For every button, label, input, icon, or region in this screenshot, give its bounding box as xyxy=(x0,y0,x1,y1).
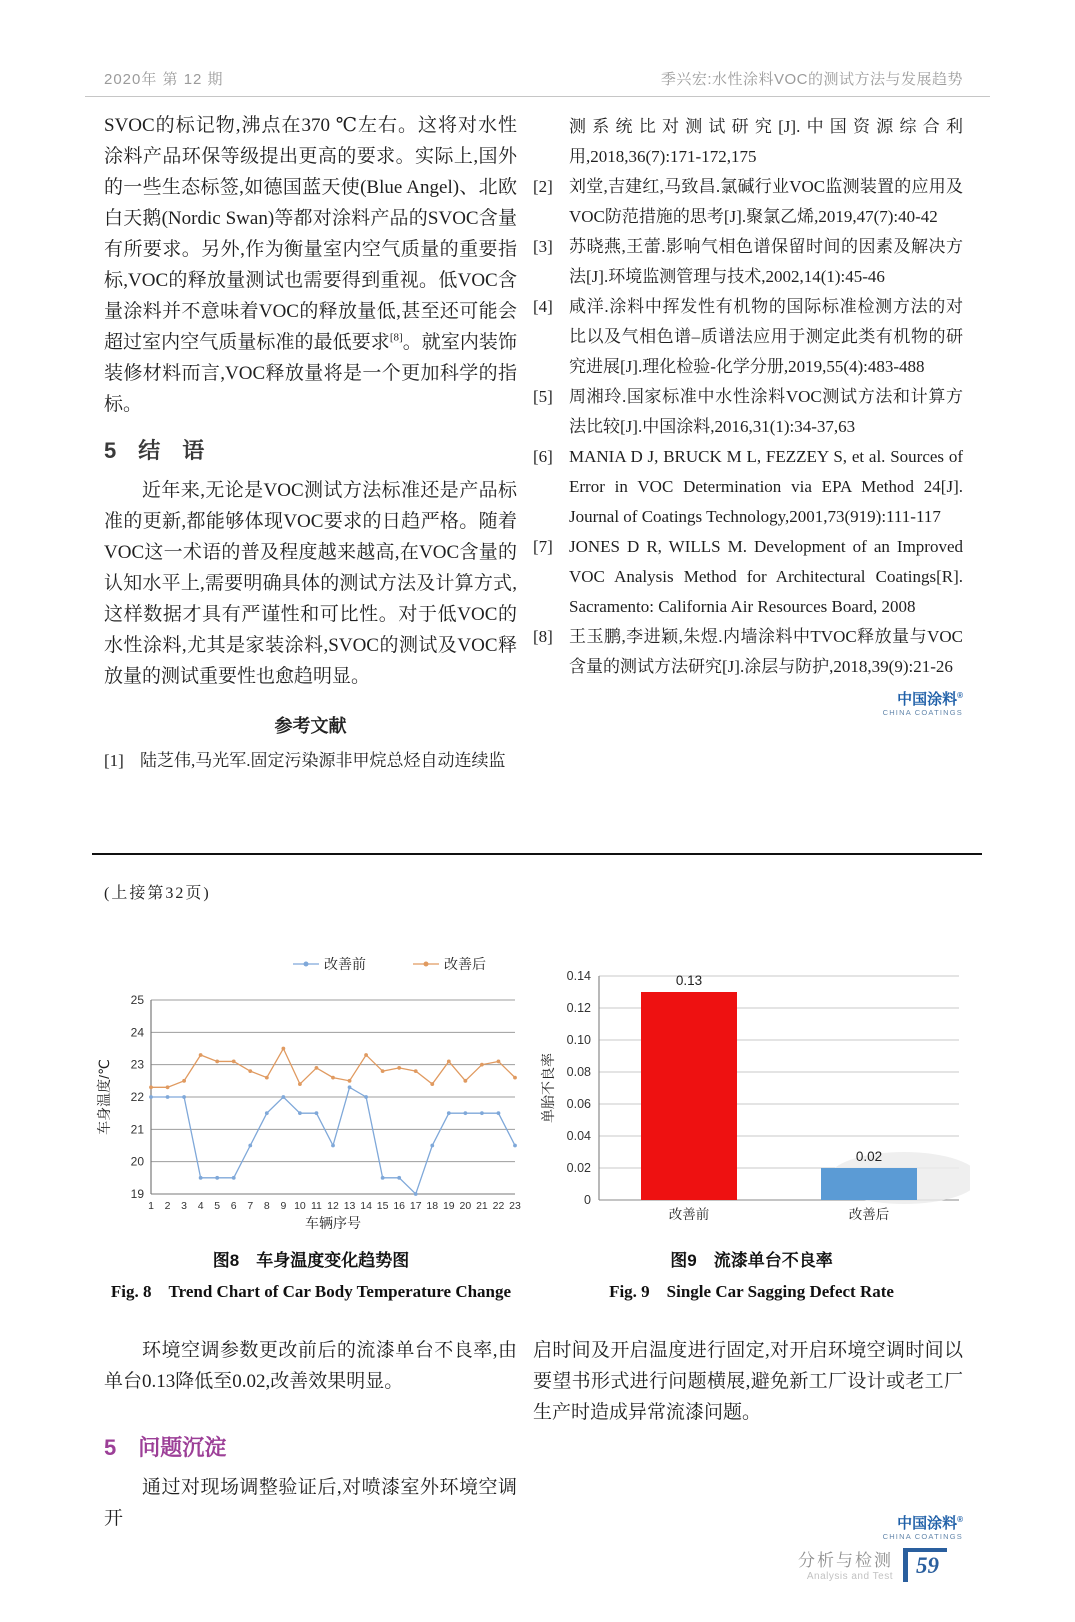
svg-text:14: 14 xyxy=(360,1200,372,1212)
svg-text:0.02: 0.02 xyxy=(566,1161,591,1175)
reference-text: 测系统比对测试研究[J].中国资源综合利用,2018,36(7):171-172,175 xyxy=(569,117,963,166)
figure-8 xyxy=(95,948,527,1302)
svg-text:20: 20 xyxy=(130,1154,144,1169)
svg-text:6: 6 xyxy=(230,1200,237,1212)
reference-text: 陆芝伟,马光军.固定污染源非甲烷总烃自动连续监 xyxy=(140,751,506,770)
svg-text:22: 22 xyxy=(492,1200,505,1212)
svg-text:0.10: 0.10 xyxy=(566,1033,591,1047)
svg-text:5: 5 xyxy=(214,1200,221,1212)
svg-text:10: 10 xyxy=(294,1200,306,1212)
fig9-bar-chart xyxy=(533,948,970,1240)
svg-text:4: 4 xyxy=(197,1200,204,1212)
svg-text:7: 7 xyxy=(247,1200,254,1212)
section-title: 问题沉淀 xyxy=(138,1435,227,1460)
fig8-line-chart xyxy=(95,948,527,1240)
svg-text:0.02: 0.02 xyxy=(855,1149,883,1164)
svg-text:0: 0 xyxy=(584,1193,591,1207)
svg-text:改善前: 改善前 xyxy=(668,1207,710,1222)
header-running-title: 季兴宏:水性涂料VOC的测试方法与发展趋势 xyxy=(660,71,963,88)
svg-text:改善后: 改善后 xyxy=(848,1207,890,1222)
registered-mark: ® xyxy=(957,1515,963,1524)
svg-text:21: 21 xyxy=(476,1200,488,1212)
reference-text: 周湘玲.国家标准中水性涂料VOC测试方法和计算方法比较[J].中国涂料,2016,31(1):34-37,63 xyxy=(569,387,963,436)
svg-text:12: 12 xyxy=(327,1200,339,1212)
publisher-logo-wrap xyxy=(533,1516,963,1541)
svg-text:0.12: 0.12 xyxy=(566,1001,591,1015)
svg-text:车辆序号: 车辆序号 xyxy=(305,1215,361,1231)
section-heading-problem xyxy=(104,1431,517,1462)
reference-label: [5] xyxy=(533,387,553,406)
paragraph-problem-right: 启时间及开启温度进行固定,对开启环境空调时间以要望书形式进行问题横展,避免新工厂设计或老工厂生产时造成异常流漆问题。 xyxy=(533,1340,963,1423)
reference-label: [3] xyxy=(533,237,553,256)
svg-text:16: 16 xyxy=(393,1200,406,1212)
logo-cn-text: 中国涂料® xyxy=(897,691,963,708)
header-rule xyxy=(85,96,990,97)
reference-label: [8] xyxy=(533,627,553,646)
figure-9 xyxy=(533,948,970,1302)
svg-text:8: 8 xyxy=(263,1200,270,1212)
reference-label: [1] xyxy=(104,751,124,770)
svg-text:0.13: 0.13 xyxy=(675,973,703,988)
svg-text:11: 11 xyxy=(311,1200,322,1212)
svg-text:19: 19 xyxy=(442,1200,455,1212)
svg-text:0.14: 0.14 xyxy=(566,969,591,983)
section-heading-conclusion xyxy=(104,434,517,465)
svg-text:0.04: 0.04 xyxy=(566,1129,591,1143)
logo-en-text: CHINA COATINGS xyxy=(882,707,963,717)
svg-text:20: 20 xyxy=(459,1200,472,1212)
footer-section-name xyxy=(798,1551,893,1582)
references-heading: 参考文献 xyxy=(274,716,347,736)
reference-item xyxy=(533,112,963,172)
fig9-caption-cn: 图9 流漆单台不良率 xyxy=(670,1251,833,1270)
page-number: 59 xyxy=(916,1553,939,1578)
svg-text:21: 21 xyxy=(130,1122,144,1137)
right-column xyxy=(533,112,963,717)
svg-text:24: 24 xyxy=(130,1025,144,1040)
reference-label: [6] xyxy=(533,447,553,466)
reference-text: 咸洋.涂料中挥发性有机物的国际标准检测方法的对比以及气相色谱–质谱法应用于测定此类有机物的研究进展[J].理化检验-化学分册,2019,55(4):483-488 xyxy=(569,297,963,376)
bottom-left-column xyxy=(104,1335,517,1534)
reference-text: 苏晓燕,王蕾.影响气相色谱保留时间的因素及解决方法[J].环境监测管理与技术,2002,14(1):45-46 xyxy=(569,237,963,286)
reference-label: [4] xyxy=(533,297,553,316)
svg-text:0.06: 0.06 xyxy=(566,1097,591,1111)
reference-text: 王玉鹏,李进颖,朱煜.内墙涂料中TVOC释放量与VOC含量的测试方法研究[J].涂层与防护,2018,39(9):21-26 xyxy=(569,627,963,676)
reference-item xyxy=(104,746,517,776)
header-issue: 2020年 第 12 期 xyxy=(104,71,224,88)
svg-text:改善后: 改善后 xyxy=(444,956,486,972)
svg-text:25: 25 xyxy=(130,993,144,1007)
reference-item xyxy=(533,532,963,622)
citation-superscript: [8] xyxy=(389,331,403,344)
svg-text:改善前: 改善前 xyxy=(324,956,366,972)
footer-cn: 分析与检测 xyxy=(798,1550,893,1570)
svg-text:车身温度/℃: 车身温度/℃ xyxy=(96,1059,112,1135)
svg-text:2: 2 xyxy=(164,1200,171,1212)
svg-text:18: 18 xyxy=(426,1200,439,1212)
reference-item xyxy=(533,382,963,442)
china-coatings-logo xyxy=(883,1516,963,1541)
section-title: 结 语 xyxy=(138,438,205,463)
page-footer xyxy=(798,1548,947,1582)
publisher-logo-wrap xyxy=(533,692,963,717)
section-number: 5 xyxy=(104,438,117,463)
paragraph-problem-left: 通过对现场调整验证后,对喷漆室外环境空调开 xyxy=(104,1477,517,1529)
footer-en: Analysis and Test xyxy=(806,1570,893,1582)
logo-cn-text: 中国涂料® xyxy=(897,1515,963,1532)
continued-from-note: (上接第32页) xyxy=(104,885,211,902)
reference-item xyxy=(533,232,963,292)
fig8-caption-en: Fig. 8 Trend Chart of Car Body Temperature Change xyxy=(110,1282,512,1301)
logo-en-text: CHINA COATINGS xyxy=(882,1531,963,1541)
reference-text: 刘堂,吉建红,马致昌.氯碱行业VOC监测装置的应用及VOC防范措施的思考[J].聚氯乙烯,2019,47(7):40-42 xyxy=(569,177,963,226)
left-column xyxy=(104,110,517,776)
svg-text:23: 23 xyxy=(509,1200,521,1212)
paragraph-svoc-pre: SVOC的标记物,沸点在370 ℃左右。这将对水性涂料产品环保等级提出更高的要求。实际上,国外的一些生态标签,如德国蓝天使(Blue Angel)、北欧白天鹅(Nordic Swan)等都对涂料产品的SVOC含量有所要求。另外,作为衡量室内空气质量的重要指标,VOC的释放量测试也需要得到重视。低VOC含量涂料并不意味着VOC的释放量低,甚至还可能会超过室内空气质量标准的最低要求 xyxy=(104,115,517,353)
reference-text: MANIA D J, BRUCK M L, FEZZEY S, et al. Sources of Error in VOC Determination via EPA Method 24[J]. Journal of Coatings Technology,2001,73(919):111-117 xyxy=(569,447,963,526)
section-number: 5 xyxy=(104,1435,117,1460)
svg-text:0.08: 0.08 xyxy=(566,1065,591,1079)
reference-text: JONES D R, WILLS M. Development of an Improved VOC Analysis Method for Architectural Coatings[R]. Sacramento: California Air Resources Board, 2008 xyxy=(569,537,963,616)
reference-item xyxy=(533,292,963,382)
svg-text:单胎不良率: 单胎不良率 xyxy=(540,1053,556,1123)
fig8-caption-cn: 图8 车身温度变化趋势图 xyxy=(212,1251,410,1270)
svg-text:3: 3 xyxy=(181,1200,188,1212)
svg-text:22: 22 xyxy=(130,1090,144,1104)
svg-text:17: 17 xyxy=(409,1200,422,1212)
china-coatings-logo xyxy=(883,692,963,717)
registered-mark: ® xyxy=(957,691,963,700)
paragraph-svoc xyxy=(104,110,517,420)
reference-label: [2] xyxy=(533,177,553,196)
svg-text:13: 13 xyxy=(343,1200,356,1212)
page-number-box xyxy=(903,1548,947,1582)
reference-item xyxy=(533,172,963,232)
svg-text:9: 9 xyxy=(280,1200,287,1212)
section-divider-rule xyxy=(92,853,982,855)
svg-text:15: 15 xyxy=(376,1200,389,1212)
svg-text:1: 1 xyxy=(148,1200,154,1212)
paragraph-fig9-comment: 环境空调参数更改前后的流漆单台不良率,由单台0.13降低至0.02,改善效果明显。 xyxy=(104,1340,517,1392)
paragraph-conclusion: 近年来,无论是VOC测试方法标准还是产品标准的更新,都能够体现VOC要求的日趋严格。随着VOC这一术语的普及程度越来越高,在VOC含量的认知水平上,需要明确具体的测试方法及计算方式,这样数据才具有严谨性和可比性。对于低VOC的水性涂料,尤其是家装涂料,SVOC的测试及VOC释放量的测试重要性也愈趋明显。 xyxy=(104,480,517,687)
reference-item xyxy=(533,622,963,682)
svg-text:19: 19 xyxy=(130,1187,144,1201)
bottom-right-column xyxy=(533,1335,963,1541)
reference-label: [7] xyxy=(533,537,553,556)
reference-item xyxy=(533,442,963,532)
svg-text:23: 23 xyxy=(130,1057,144,1072)
paragraph-svoc-post: 。就室内装饰装修材料而言,VOC释放量将是一个更加科学的指标。 xyxy=(104,332,517,415)
fig9-caption-en: Fig. 9 Single Car Sagging Defect Rate xyxy=(609,1282,894,1301)
